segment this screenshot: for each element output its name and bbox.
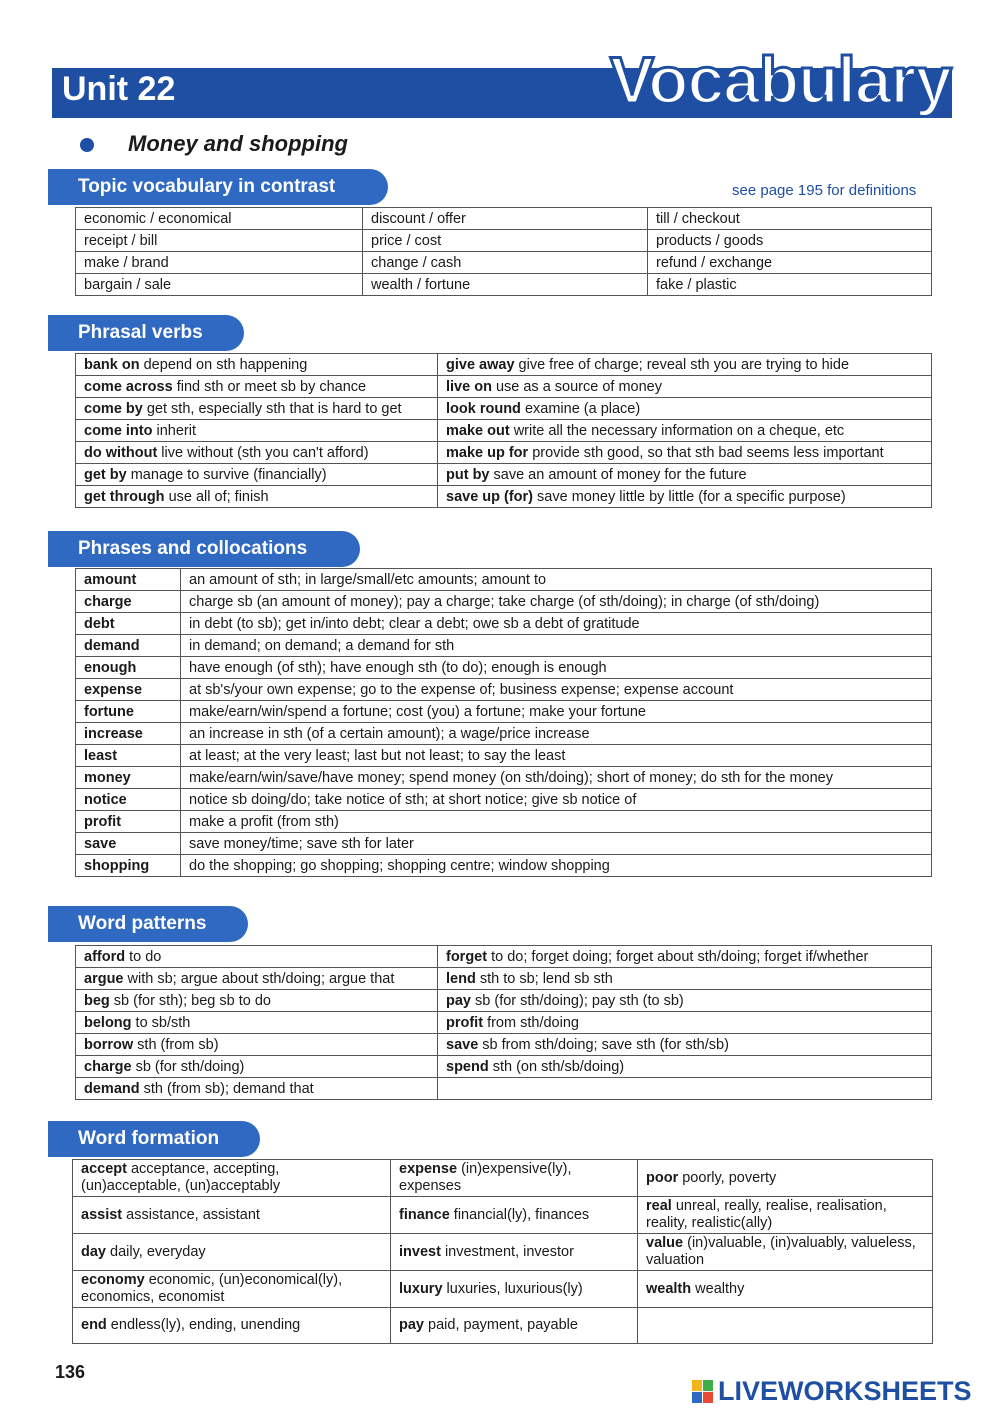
- pattern-cell: [438, 1078, 932, 1100]
- phrasal-cell: [438, 398, 932, 420]
- pattern-cell: [76, 1056, 438, 1078]
- section-title: Vocabulary: [610, 43, 951, 117]
- keyword: borrow: [84, 1036, 134, 1053]
- phrases-heading: Phrases and collocations: [48, 531, 360, 567]
- definition: endless(ly), ending, unending: [106, 1317, 301, 1333]
- keyword: beg: [84, 992, 110, 1009]
- definition: unreal, really, realise, realisation, reality, realistic(ally): [646, 1198, 887, 1231]
- definition: sb (for sth/doing); pay sth (to sb): [471, 992, 684, 1009]
- pattern-cell: [438, 968, 932, 990]
- definition: sb (for sth/doing): [131, 1058, 245, 1075]
- definition: find sth or meet sb by chance: [172, 378, 367, 395]
- pattern-cell: [438, 1056, 932, 1078]
- definition: economic, (un)economical(ly), economics, economist: [81, 1272, 343, 1305]
- keyword: value: [646, 1235, 684, 1251]
- keyword: bank on: [84, 356, 140, 373]
- definition: sb from sth/doing; save sth (for sth/sb): [478, 1036, 729, 1053]
- table-row: [76, 767, 932, 789]
- formation-cell: [391, 1160, 638, 1197]
- formation-cell: [73, 1197, 391, 1234]
- phrasal-table: [75, 353, 932, 508]
- brand-watermark: LIVEWORKSHEETS: [718, 1376, 972, 1406]
- phrasal-cell: [76, 376, 438, 398]
- keyword: give away: [446, 356, 515, 373]
- formation-cell: [73, 1234, 391, 1271]
- pattern-cell: [438, 1034, 932, 1056]
- phrasal-heading: Phrasal verbs: [48, 315, 244, 351]
- definition: save money little by little (for a specific purpose): [533, 488, 846, 505]
- collocation-phrases: save money/time; save sth for later: [181, 833, 932, 855]
- pattern-cell: [76, 990, 438, 1012]
- table-row: [76, 464, 932, 486]
- keyword: poor: [646, 1169, 679, 1186]
- keyword: look round: [446, 400, 521, 417]
- phrasal-cell: [438, 464, 932, 486]
- definition: daily, everyday: [106, 1243, 206, 1260]
- table-row: [73, 1271, 933, 1308]
- topic-cell: receipt / bill: [76, 230, 363, 252]
- collocation-keyword: least: [76, 745, 181, 767]
- keyword: profit: [446, 1014, 484, 1031]
- see-page-note: see page 195 for definitions: [732, 182, 917, 199]
- page-subtitle: Money and shopping: [128, 131, 348, 156]
- topic-heading: Topic vocabulary in contrast: [48, 169, 388, 205]
- phrasal-cell: [438, 420, 932, 442]
- keyword: end: [81, 1317, 107, 1333]
- collocation-keyword: notice: [76, 789, 181, 811]
- definition: (in)expensive(ly), expenses: [399, 1161, 572, 1194]
- keyword: expense: [399, 1161, 458, 1177]
- topic-table: [75, 207, 932, 296]
- collocation-keyword: profit: [76, 811, 181, 833]
- collocation-phrases: have enough (of sth); have enough sth (to do); enough is enough: [181, 657, 932, 679]
- table-row: [76, 946, 932, 968]
- table-row: [76, 968, 932, 990]
- topic-cell: change / cash: [363, 252, 648, 274]
- definition: poorly, poverty: [678, 1169, 777, 1186]
- definition: assistance, assistant: [122, 1206, 260, 1223]
- formation-cell: [638, 1197, 933, 1234]
- topic-cell: price / cost: [363, 230, 648, 252]
- keyword: assist: [81, 1206, 123, 1223]
- keyword: charge: [84, 1058, 132, 1075]
- definition: use as a source of money: [491, 378, 663, 395]
- keyword: finance: [399, 1206, 450, 1223]
- table-row: [76, 1012, 932, 1034]
- table-row: [76, 789, 932, 811]
- definition: live without (sth you can't afford): [157, 444, 369, 461]
- page-number: 136: [55, 1362, 86, 1382]
- definition: get sth, especially sth that is hard to get: [142, 400, 402, 417]
- definition: use all of; finish: [164, 488, 269, 505]
- table-row: [76, 833, 932, 855]
- collocation-keyword: debt: [76, 613, 181, 635]
- patterns-heading: Word patterns: [48, 906, 248, 942]
- definition: to do: [125, 948, 162, 965]
- collocation-keyword: charge: [76, 591, 181, 613]
- collocation-phrases: make/earn/win/save/have money; spend money (on sth/doing); short of money; do sth for the money: [181, 767, 932, 789]
- table-row: [76, 635, 932, 657]
- definition: save an amount of money for the future: [489, 466, 747, 483]
- keyword: put by: [446, 466, 490, 483]
- definition: paid, payment, payable: [424, 1317, 578, 1333]
- table-row: [76, 252, 932, 274]
- topic-cell: make / brand: [76, 252, 363, 274]
- keyword: come into: [84, 422, 153, 439]
- formation-cell: [638, 1160, 933, 1197]
- keyword: save up (for): [446, 488, 534, 505]
- table-row: [73, 1160, 933, 1197]
- definition: examine (a place): [520, 400, 641, 417]
- definition: provide sth good, so that sth bad seems less important: [528, 444, 884, 461]
- table-row: [76, 591, 932, 613]
- keyword: make out: [446, 422, 510, 439]
- keyword: argue: [84, 970, 124, 987]
- collocation-phrases: an amount of sth; in large/small/etc amounts; amount to: [181, 569, 932, 591]
- definition: sth (from sb): [133, 1036, 219, 1053]
- keyword: spend: [446, 1058, 489, 1075]
- pattern-cell: [76, 1078, 438, 1100]
- keyword: demand: [84, 1080, 140, 1097]
- pattern-cell: [76, 1034, 438, 1056]
- table-row: [76, 354, 932, 376]
- formation-cell: [73, 1271, 391, 1308]
- keyword: come across: [84, 378, 173, 395]
- definition: financial(ly), finances: [449, 1206, 590, 1223]
- formation-cell: [638, 1234, 933, 1271]
- topic-cell: products / goods: [648, 230, 932, 252]
- collocation-phrases: charge sb (an amount of money); pay a charge; take charge (of sth/doing); in charge (of sth/doing): [181, 591, 932, 613]
- patterns-table: [75, 945, 932, 1100]
- definition: give free of charge; reveal sth you are trying to hide: [514, 356, 850, 373]
- definition: with sb; argue about sth/doing; argue that: [123, 970, 395, 987]
- keyword: make up for: [446, 444, 529, 461]
- collocation-keyword: increase: [76, 723, 181, 745]
- phrasal-cell: [76, 464, 438, 486]
- table-row: [76, 208, 932, 230]
- pattern-cell: [438, 946, 932, 968]
- topic-cell: bargain / sale: [76, 274, 363, 296]
- collocation-keyword: amount: [76, 569, 181, 591]
- table-row: [76, 398, 932, 420]
- definition: luxuries, luxurious(ly): [442, 1280, 583, 1297]
- collocation-phrases: at sb's/your own expense; go to the expense of; business expense; expense account: [181, 679, 932, 701]
- phrasal-cell: [76, 486, 438, 508]
- topic-cell: wealth / fortune: [363, 274, 648, 296]
- keyword: come by: [84, 400, 143, 417]
- table-row: [76, 855, 932, 877]
- keyword: pay: [446, 992, 471, 1009]
- phrasal-cell: [438, 376, 932, 398]
- pattern-cell: [438, 1012, 932, 1034]
- keyword: pay: [399, 1317, 424, 1333]
- topic-cell: economic / economical: [76, 208, 363, 230]
- keyword: get through: [84, 488, 165, 505]
- collocation-keyword: fortune: [76, 701, 181, 723]
- definition: to do; forget doing; forget about sth/doing; forget if/whether: [487, 948, 869, 965]
- definition: (in)valuable, (in)valuably, valueless, valuation: [646, 1235, 916, 1268]
- keyword: save: [446, 1036, 479, 1053]
- topic-cell: till / checkout: [648, 208, 932, 230]
- phrasal-cell: [76, 354, 438, 376]
- table-row: [73, 1234, 933, 1271]
- collocation-phrases: notice sb doing/do; take notice of sth; at short notice; give sb notice of: [181, 789, 932, 811]
- definition: sth (on sth/sb/doing): [488, 1058, 625, 1075]
- definition: to sb/sth: [131, 1014, 191, 1031]
- collocation-keyword: shopping: [76, 855, 181, 877]
- keyword: belong: [84, 1014, 132, 1031]
- collocation-keyword: money: [76, 767, 181, 789]
- definition: sth to sb; lend sb sth: [475, 970, 613, 987]
- collocation-phrases: make/earn/win/spend a fortune; cost (you) a fortune; make your fortune: [181, 701, 932, 723]
- topic-cell: fake / plastic: [648, 274, 932, 296]
- table-row: [76, 613, 932, 635]
- table-row: [76, 420, 932, 442]
- keyword: economy: [81, 1272, 145, 1288]
- keyword: afford: [84, 948, 126, 965]
- formation-heading: Word formation: [48, 1121, 260, 1157]
- collocation-phrases: in demand; on demand; a demand for sth: [181, 635, 932, 657]
- collocation-keyword: demand: [76, 635, 181, 657]
- keyword: wealth: [646, 1280, 692, 1297]
- keyword: lend: [446, 970, 476, 987]
- formation-cell: [391, 1271, 638, 1308]
- bullet-icon: [80, 138, 94, 152]
- formation-cell: [73, 1160, 391, 1197]
- table-row: [76, 274, 932, 296]
- unit-title: Unit 22: [62, 70, 176, 108]
- pattern-cell: [76, 946, 438, 968]
- keyword: luxury: [399, 1280, 443, 1297]
- formation-table: [72, 1159, 933, 1344]
- collocation-phrases: at least; at the very least; last but not least; to say the least: [181, 745, 932, 767]
- phrasal-cell: [438, 354, 932, 376]
- formation-cell: [391, 1308, 638, 1344]
- collocation-keyword: expense: [76, 679, 181, 701]
- phrasal-cell: [76, 442, 438, 464]
- collocation-keyword: enough: [76, 657, 181, 679]
- keyword: accept: [81, 1161, 127, 1177]
- table-row: [76, 723, 932, 745]
- table-row: [76, 442, 932, 464]
- definition: from sth/doing: [483, 1014, 579, 1031]
- table-row: [76, 569, 932, 591]
- table-row: [73, 1308, 933, 1344]
- phrasal-cell: [438, 442, 932, 464]
- definition: inherit: [152, 422, 197, 439]
- formation-cell: [391, 1197, 638, 1234]
- table-row: [73, 1197, 933, 1234]
- phrasal-cell: [76, 420, 438, 442]
- formation-cell: [391, 1234, 638, 1271]
- keyword: get by: [84, 466, 127, 483]
- collocation-phrases: make a profit (from sth): [181, 811, 932, 833]
- table-row: [76, 1078, 932, 1100]
- keyword: live on: [446, 378, 492, 395]
- phrasal-cell: [76, 398, 438, 420]
- table-row: [76, 990, 932, 1012]
- table-row: [76, 745, 932, 767]
- phrases-table: [75, 568, 932, 877]
- table-row: [76, 811, 932, 833]
- definition: manage to survive (financially): [126, 466, 327, 483]
- table-row: [76, 657, 932, 679]
- collocation-phrases: an increase in sth (of a certain amount); a wage/price increase: [181, 723, 932, 745]
- formation-cell: [638, 1271, 933, 1308]
- phrasal-cell: [438, 486, 932, 508]
- definition: investment, investor: [440, 1243, 574, 1260]
- pattern-cell: [76, 968, 438, 990]
- pattern-cell: [438, 990, 932, 1012]
- collocation-phrases: do the shopping; go shopping; shopping centre; window shopping: [181, 855, 932, 877]
- table-row: [76, 701, 932, 723]
- table-row: [76, 1034, 932, 1056]
- definition: wealthy: [691, 1280, 745, 1297]
- collocation-phrases: in debt (to sb); get in/into debt; clear a debt; owe sb a debt of gratitude: [181, 613, 932, 635]
- keyword: day: [81, 1243, 106, 1260]
- definition: acceptance, accepting, (un)acceptable, (un)acceptably: [81, 1161, 281, 1194]
- table-row: [76, 376, 932, 398]
- keyword: real: [646, 1198, 672, 1214]
- definition: sb (for sth); beg sb to do: [109, 992, 271, 1009]
- table-row: [76, 230, 932, 252]
- keyword: forget: [446, 948, 488, 965]
- keyword: invest: [399, 1243, 441, 1260]
- keyword: do without: [84, 444, 158, 461]
- definition: sth (from sb); demand that: [139, 1080, 314, 1097]
- table-row: [76, 1056, 932, 1078]
- table-row: [76, 486, 932, 508]
- collocation-keyword: save: [76, 833, 181, 855]
- table-row: [76, 679, 932, 701]
- definition: write all the necessary information on a cheque, etc: [509, 422, 845, 439]
- topic-cell: refund / exchange: [648, 252, 932, 274]
- formation-cell: [638, 1308, 933, 1344]
- definition: depend on sth happening: [139, 356, 308, 373]
- formation-cell: [73, 1308, 391, 1344]
- liveworksheets-logo-icon: [692, 1380, 714, 1404]
- topic-cell: discount / offer: [363, 208, 648, 230]
- pattern-cell: [76, 1012, 438, 1034]
